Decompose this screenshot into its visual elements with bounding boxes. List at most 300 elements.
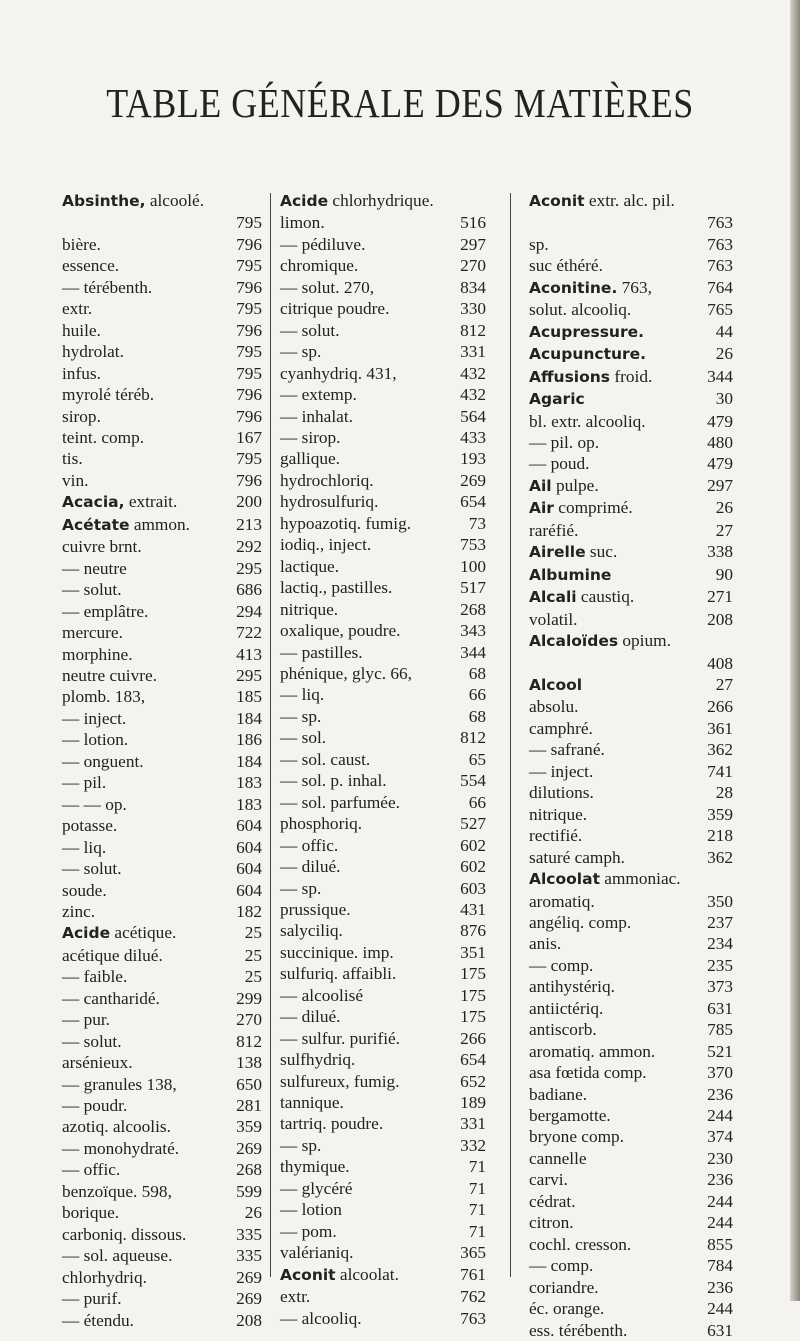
entry-label — [62, 406, 101, 427]
entry-label — [280, 491, 378, 512]
entry-page-number: 359 — [707, 804, 733, 824]
entry-text: suc. — [585, 542, 618, 562]
index-entry — [280, 1242, 486, 1263]
entry-page-number: 295 — [236, 558, 262, 578]
index-entry — [529, 696, 733, 717]
entry-label — [529, 432, 599, 453]
index-entry — [280, 727, 486, 748]
index-entry — [280, 1308, 486, 1329]
entry-text: bière. — [62, 234, 101, 254]
index-entry — [62, 1245, 262, 1266]
entry-page-number: 183 — [236, 794, 262, 814]
entry-page-number: 218 — [707, 826, 733, 846]
entry-page-number: 25 — [244, 945, 262, 965]
index-entry — [280, 556, 486, 577]
entry-label — [529, 190, 675, 212]
index-heading-entry — [529, 674, 733, 696]
entry-page-number: 269 — [236, 1138, 262, 1158]
index-entry — [529, 1148, 733, 1169]
index-entry — [529, 212, 733, 233]
index-entry — [62, 880, 262, 901]
index-entry — [62, 558, 262, 579]
entry-label — [529, 234, 549, 255]
entry-text: 763, — [617, 277, 652, 297]
entry-label — [62, 1181, 172, 1202]
entry-page-number: 784 — [707, 1256, 733, 1276]
entry-text: — alcoolisé — [280, 985, 364, 1005]
entry-page-number: 335 — [236, 1246, 262, 1266]
entry-label — [280, 856, 340, 877]
entry-page-number: 237 — [707, 912, 733, 932]
entry-label — [529, 976, 615, 997]
entry-text: alcoolé. — [145, 191, 205, 210]
index-column-1 — [62, 190, 262, 1331]
index-entry — [280, 792, 486, 813]
entry-label — [62, 837, 106, 858]
index-entry — [529, 1041, 733, 1062]
index-entry — [280, 899, 486, 920]
entry-page-number: 175 — [460, 985, 486, 1005]
entry-label — [62, 880, 107, 901]
entry-label — [280, 234, 365, 255]
entry-page-number: 795 — [236, 342, 262, 362]
entry-label — [280, 1199, 342, 1220]
entry-page-number: 271 — [707, 587, 733, 607]
entry-label — [62, 601, 148, 622]
index-entry — [280, 1028, 486, 1049]
entry-label — [529, 782, 594, 803]
entry-text: essence. — [62, 256, 120, 276]
entry-label — [62, 945, 163, 966]
index-entry — [529, 718, 733, 739]
index-column-3 — [529, 190, 733, 1341]
entry-label — [62, 1052, 133, 1073]
index-entry — [280, 706, 486, 727]
entry-label — [529, 1148, 587, 1169]
entry-page-number: 604 — [236, 837, 262, 857]
entry-label — [529, 586, 634, 608]
index-entry — [62, 1288, 262, 1309]
index-entry — [62, 708, 262, 729]
entry-text: — liq. — [62, 837, 107, 857]
entry-label — [62, 298, 92, 319]
entry-label — [62, 320, 101, 341]
entry-page-number: 331 — [460, 1114, 486, 1134]
entry-label — [280, 1308, 362, 1329]
entry-page-number: 213 — [236, 514, 262, 534]
entry-page-number: 335 — [236, 1224, 262, 1244]
entry-page-number: 66 — [468, 792, 486, 812]
entry-label — [62, 665, 157, 686]
entry-page-number: 351 — [460, 942, 486, 962]
index-heading-entry — [62, 922, 262, 944]
entry-text: carvi. — [529, 1170, 568, 1190]
entry-label — [62, 234, 101, 255]
entry-page-number: 269 — [236, 1289, 262, 1309]
index-entry — [280, 577, 486, 598]
entry-label — [529, 1019, 597, 1040]
index-heading-entry — [529, 190, 733, 212]
entry-page-number: 26 — [715, 498, 733, 518]
entry-label — [529, 609, 577, 630]
entry-page-number: 763 — [460, 1308, 486, 1328]
index-entry — [280, 1178, 486, 1199]
entry-text: — pom. — [280, 1221, 337, 1241]
entry-text: mercure. — [62, 623, 123, 643]
entry-page-number: 812 — [460, 728, 486, 748]
entry-page-number: 330 — [460, 299, 486, 319]
entry-text: — — op. — [62, 794, 127, 814]
index-entry — [62, 858, 262, 879]
entry-page-number: 71 — [468, 1178, 486, 1198]
entry-label — [529, 891, 595, 912]
entry-label — [529, 541, 617, 563]
entry-label — [280, 963, 396, 984]
entry-text: — glycéré — [280, 1178, 353, 1198]
index-entry — [529, 411, 733, 432]
entry-label — [62, 363, 101, 384]
entry-page-number: 795 — [236, 299, 262, 319]
index-entry — [529, 1019, 733, 1040]
entry-text: éc. orange. — [529, 1299, 605, 1319]
index-entry — [62, 815, 262, 836]
entry-page-number: 433 — [460, 427, 486, 447]
entry-page-number: 25 — [244, 923, 262, 943]
index-entry — [280, 320, 486, 341]
entry-text: ess. térébenth. — [529, 1320, 628, 1340]
entry-label — [529, 933, 561, 954]
entry-page-number: 855 — [707, 1234, 733, 1254]
index-entry — [280, 384, 486, 405]
index-entry — [280, 1135, 486, 1156]
entry-page-number: 65 — [468, 749, 486, 769]
entry-page-number: 763 — [707, 213, 733, 233]
index-entry — [280, 620, 486, 641]
entry-text: suc éthéré. — [529, 256, 603, 276]
entry-page-number: 244 — [707, 1106, 733, 1126]
index-column-2 — [280, 190, 486, 1329]
entry-text: pulpe. — [551, 475, 599, 495]
entry-text: — emplâtre. — [62, 601, 149, 621]
entry-heading: Air — [529, 499, 554, 518]
entry-page-number: 138 — [236, 1053, 262, 1073]
entry-page-number: 244 — [707, 1213, 733, 1233]
entry-label — [529, 1298, 604, 1319]
entry-page-number: 71 — [468, 1221, 486, 1241]
entry-text: — sulfur. purifié. — [280, 1028, 400, 1048]
entry-text: — dilué. — [280, 857, 341, 877]
entry-text: — sol. parfumée. — [280, 792, 400, 812]
entry-text: succinique. imp. — [280, 942, 394, 962]
entry-text: — offic. — [62, 1160, 121, 1180]
entry-text: — purif. — [62, 1289, 122, 1309]
entry-heading: Ail — [529, 476, 552, 495]
entry-text: arsénieux. — [62, 1053, 133, 1073]
entry-label — [62, 708, 126, 729]
entry-page-number: 332 — [460, 1135, 486, 1155]
entry-text: — safrané. — [529, 740, 605, 760]
entry-text: benzoïque. 598, — [62, 1181, 172, 1201]
entry-page-number: 796 — [236, 406, 262, 426]
entry-label — [62, 1267, 147, 1288]
entry-heading: Acide — [62, 924, 111, 943]
entry-page-number: 408 — [707, 653, 733, 673]
column-divider — [510, 193, 511, 1277]
entry-text: citrique poudre. — [280, 299, 390, 319]
entry-text: — solut. 270, — [280, 277, 375, 297]
entry-text: — pastilles. — [280, 642, 363, 662]
entry-page-number: 100 — [460, 556, 486, 576]
entry-page-number: 268 — [236, 1160, 262, 1180]
entry-text: cuivre brnt. — [62, 537, 142, 557]
entry-label — [529, 520, 578, 541]
entry-heading: Acacia, — [62, 493, 125, 512]
entry-label — [62, 1288, 122, 1309]
entry-page-number: 834 — [460, 277, 486, 297]
entry-text: cyanhydriq. 431, — [280, 363, 397, 383]
index-entry — [62, 751, 262, 772]
index-entry — [529, 1234, 733, 1255]
index-heading-entry — [529, 321, 733, 343]
entry-page-number: 73 — [468, 513, 486, 533]
entry-label — [280, 1156, 350, 1177]
entry-page-number: 631 — [707, 1320, 733, 1340]
entry-label — [62, 1224, 186, 1245]
entry-text: extr. — [62, 299, 93, 319]
entry-text: badiane. — [529, 1084, 588, 1104]
index-entry — [62, 298, 262, 319]
entry-page-number: 71 — [468, 1200, 486, 1220]
entry-page-number: 28 — [715, 783, 733, 803]
entry-text: — solut. — [280, 320, 340, 340]
entry-page-number: 338 — [707, 542, 733, 562]
entry-text: potasse. — [62, 816, 118, 836]
entry-page-number: 796 — [236, 277, 262, 297]
entry-label — [62, 922, 176, 944]
entry-label — [280, 1028, 400, 1049]
entry-text: — pil. — [62, 773, 107, 793]
index-entry — [62, 665, 262, 686]
entry-text: carboniq. dissous. — [62, 1224, 187, 1244]
entry-label — [280, 920, 343, 941]
index-entry — [62, 601, 262, 622]
index-entry — [280, 663, 486, 684]
entry-label — [62, 341, 124, 362]
entry-label — [62, 901, 95, 922]
entry-text: morphine. — [62, 644, 133, 664]
entry-heading: Aconitine. — [529, 278, 618, 297]
entry-label — [62, 536, 142, 557]
entry-text: myrolé téréb. — [62, 385, 155, 405]
entry-page-number: 292 — [236, 537, 262, 557]
entry-label — [280, 1049, 355, 1070]
entry-text: sulfhydriq. — [280, 1050, 356, 1070]
entry-text: soude. — [62, 880, 107, 900]
entry-label — [280, 1135, 321, 1156]
index-entry — [62, 901, 262, 922]
entry-label — [529, 1320, 627, 1341]
index-entry — [62, 622, 262, 643]
entry-text: thymique. — [280, 1157, 350, 1177]
entry-text: — onguent. — [62, 751, 144, 771]
entry-label — [529, 1255, 593, 1276]
entry-label — [280, 1071, 400, 1092]
entry-label — [280, 642, 363, 663]
entry-label — [529, 255, 603, 276]
index-entry — [529, 804, 733, 825]
index-entry — [62, 1310, 262, 1331]
entry-label — [62, 966, 127, 987]
entry-label — [280, 835, 338, 856]
index-entry — [529, 891, 733, 912]
entry-label — [62, 1202, 119, 1223]
entry-label — [280, 255, 358, 276]
entry-text: tannique. — [280, 1093, 344, 1113]
entry-page-number: 362 — [707, 740, 733, 760]
entry-text: comprimé. — [553, 498, 633, 518]
index-entry — [529, 1320, 733, 1341]
entry-heading: Aconit — [280, 1265, 336, 1284]
entry-text: — pur. — [62, 1010, 111, 1030]
entry-label — [280, 813, 362, 834]
entry-label — [62, 858, 122, 879]
entry-text: iodiq., inject. — [280, 535, 372, 555]
index-entry — [62, 988, 262, 1009]
index-heading-entry — [529, 541, 733, 563]
entry-text: tartriq. poudre. — [280, 1114, 384, 1134]
entry-text: aromatiq. — [529, 891, 595, 911]
entry-label — [529, 739, 605, 760]
index-entry — [280, 749, 486, 770]
entry-label — [62, 558, 127, 579]
index-entry — [62, 1074, 262, 1095]
entry-text: hydrochloriq. — [280, 470, 374, 490]
entry-label — [280, 190, 434, 212]
entry-page-number: 68 — [468, 663, 486, 683]
index-entry — [62, 255, 262, 276]
entry-text: froid. — [610, 366, 653, 386]
entry-label — [529, 998, 603, 1019]
index-entry — [529, 432, 733, 453]
entry-text: camphré. — [529, 718, 593, 738]
index-entry — [280, 1113, 486, 1134]
entry-label — [280, 1006, 340, 1027]
index-entry — [280, 255, 486, 276]
index-entry — [280, 1049, 486, 1070]
entry-label — [62, 644, 133, 665]
index-entry — [280, 448, 486, 469]
entry-page-number: 269 — [460, 470, 486, 490]
entry-text: antihystériq. — [529, 977, 615, 997]
index-heading-entry — [62, 514, 262, 536]
index-entry — [529, 255, 733, 276]
entry-heading: Acupressure. — [529, 322, 645, 341]
entry-page-number — [482, 190, 486, 212]
entry-label — [62, 686, 145, 707]
entry-page-number: 343 — [460, 621, 486, 641]
entry-text: gallique. — [280, 449, 340, 469]
entry-text: chlorhydriq. — [62, 1267, 147, 1287]
entry-text: coriandre. — [529, 1277, 599, 1297]
entry-text: — offic. — [280, 835, 339, 855]
entry-text: lactique. — [280, 556, 340, 576]
entry-text: acétique dilué. — [62, 945, 163, 965]
entry-page-number: 299 — [236, 988, 262, 1008]
entry-text: huile. — [62, 320, 101, 340]
entry-text: — liq. — [280, 685, 325, 705]
entry-heading: Aconit — [529, 192, 585, 210]
entry-label — [529, 912, 631, 933]
entry-label — [62, 1138, 179, 1159]
entry-label — [280, 1286, 310, 1307]
entry-text: sulfureux, fumig. — [280, 1071, 400, 1091]
entry-page-number: 236 — [707, 1084, 733, 1104]
entry-text: saturé camph. — [529, 847, 625, 867]
index-entry — [62, 212, 262, 233]
index-entry — [529, 234, 733, 255]
entry-page-number: 266 — [707, 697, 733, 717]
entry-page-number: 90 — [715, 564, 733, 584]
index-entry — [529, 453, 733, 474]
index-entry — [280, 427, 486, 448]
entry-page-number: 182 — [236, 901, 262, 921]
entry-page-number: 654 — [460, 492, 486, 512]
index-heading-entry — [529, 366, 733, 388]
index-entry — [529, 825, 733, 846]
entry-label — [280, 942, 394, 963]
entry-label — [280, 1264, 399, 1286]
entry-label — [62, 384, 154, 405]
entry-page-number: 44 — [715, 321, 733, 341]
entry-page-number: 183 — [236, 773, 262, 793]
entry-label — [62, 772, 106, 793]
index-entry — [529, 1105, 733, 1126]
index-entry — [529, 1191, 733, 1212]
index-heading-entry — [280, 190, 486, 212]
entry-label — [529, 825, 582, 846]
entry-label — [62, 448, 83, 469]
index-heading-entry — [280, 1264, 486, 1286]
index-entry — [62, 945, 262, 966]
entry-label — [62, 579, 122, 600]
entry-label — [62, 751, 144, 772]
entry-page-number: 604 — [236, 816, 262, 836]
entry-text: azotiq. alcoolis. — [62, 1117, 171, 1137]
entry-text: bergamotte. — [529, 1106, 611, 1126]
entry-label — [529, 1126, 624, 1147]
entry-label — [280, 320, 340, 341]
entry-label — [62, 729, 128, 750]
entry-label — [529, 388, 585, 410]
entry-page-number: 521 — [707, 1041, 733, 1061]
entry-label — [280, 577, 392, 598]
entry-page-number: 516 — [460, 213, 486, 233]
index-entry — [280, 835, 486, 856]
entry-page-number: 281 — [236, 1096, 262, 1116]
entry-text: dilutions. — [529, 783, 594, 803]
index-entry — [62, 1052, 262, 1073]
index-entry — [280, 406, 486, 427]
index-entry — [280, 1286, 486, 1307]
entry-label — [280, 684, 324, 705]
entry-text: hydrolat. — [62, 342, 124, 362]
entry-label — [280, 513, 411, 534]
entry-page-number — [258, 190, 262, 212]
entry-page-number: 244 — [707, 1299, 733, 1319]
entry-label — [529, 299, 631, 320]
index-entry — [280, 513, 486, 534]
entry-label — [280, 1221, 337, 1242]
